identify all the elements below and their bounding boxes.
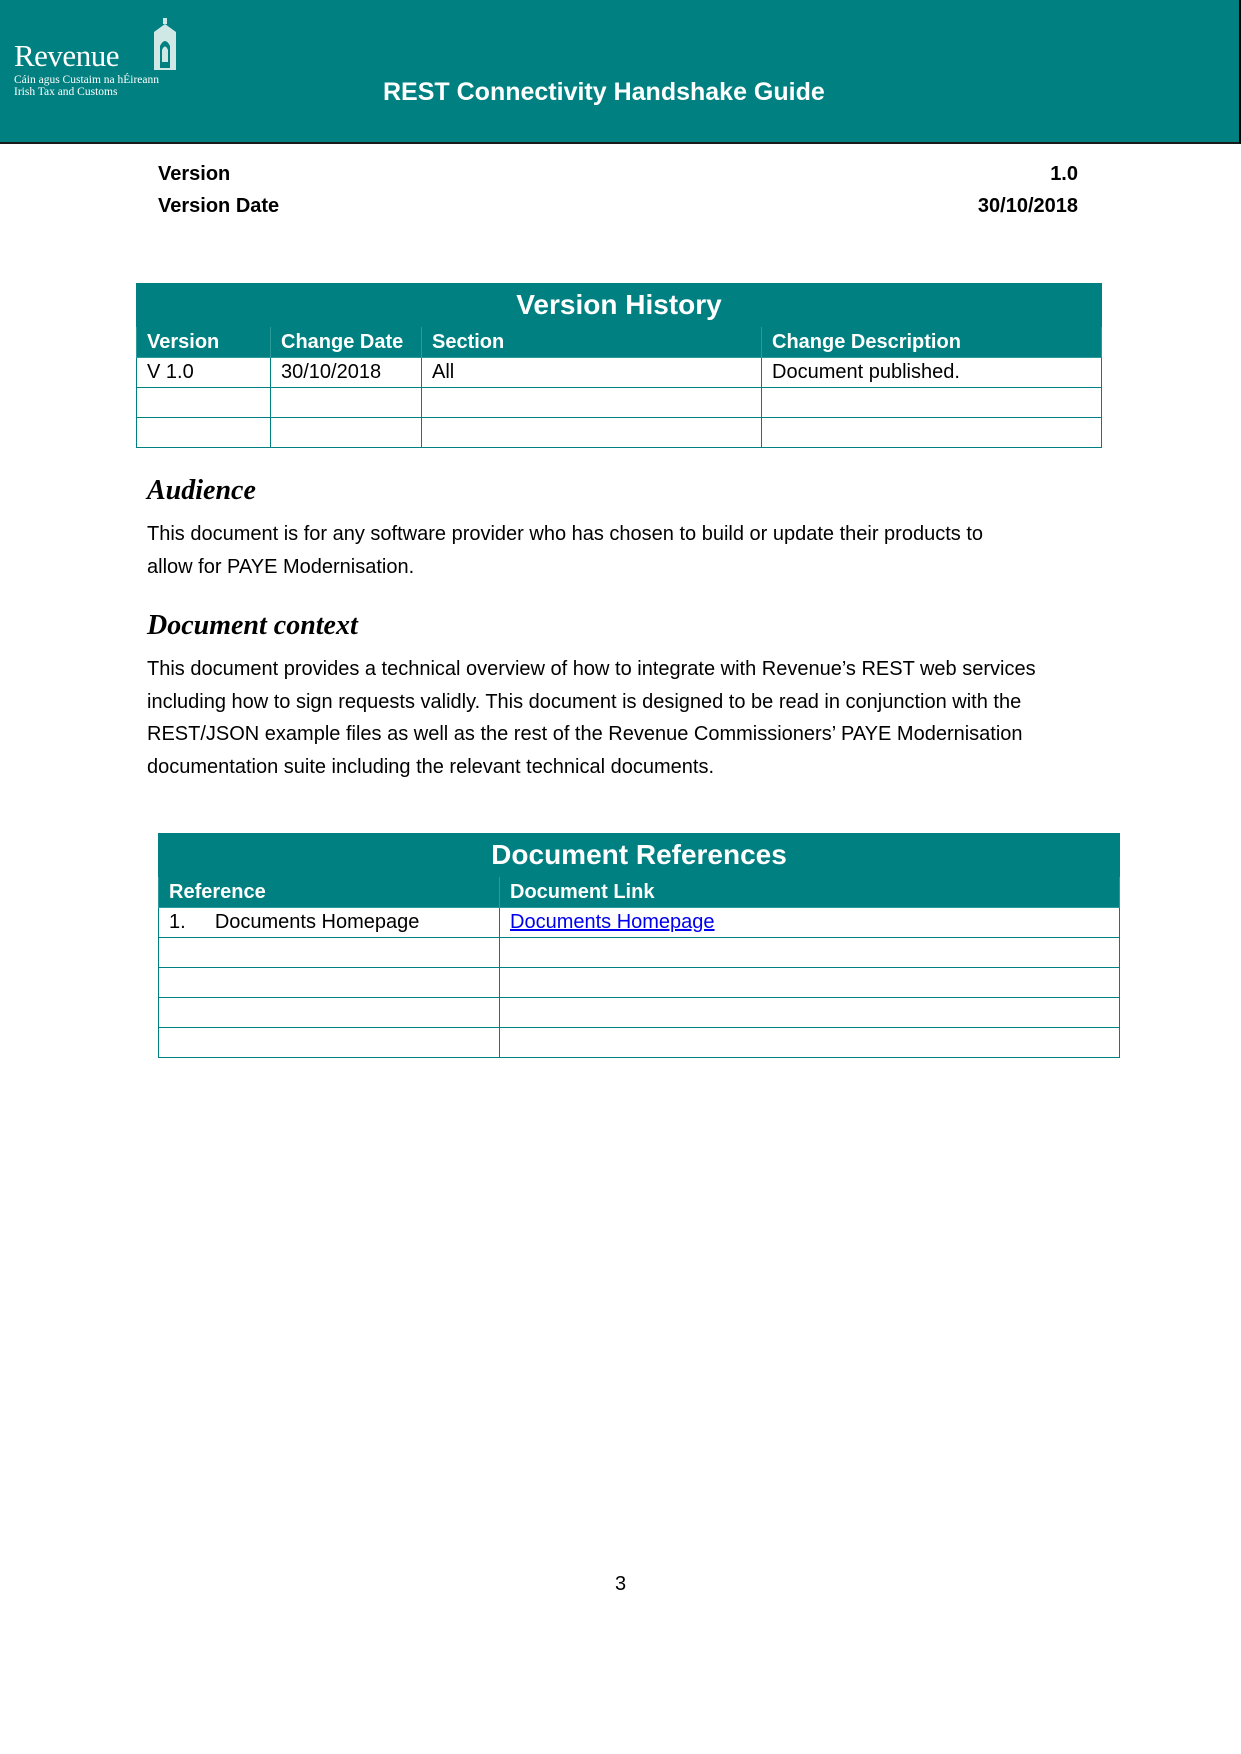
column-header: Document Link <box>500 877 1120 908</box>
references-header-row <box>159 877 1120 908</box>
version-history-caption: Version History <box>137 284 1102 327</box>
logo-subtitle <box>14 74 159 98</box>
table-cell <box>500 938 1120 968</box>
page-number: 3 <box>614 1573 627 1595</box>
column-header: Version <box>137 327 271 358</box>
reference-number: 1. <box>169 911 186 933</box>
table-row <box>137 358 1102 388</box>
document-references-table <box>158 833 1120 1058</box>
documents-homepage-link[interactable]: Documents Homepage <box>510 911 715 933</box>
revenue-logo <box>14 16 184 106</box>
version-date-value: 30/10/2018 <box>977 195 1078 217</box>
paragraph-line: This document is for any software provider who has chosen to build or update their products to <box>147 523 984 545</box>
audience-heading: Audience <box>147 475 256 506</box>
table-row <box>159 908 1120 938</box>
table-cell: V 1.0 <box>137 358 271 388</box>
paragraph-line: documentation suite including the relevant technical documents. <box>147 755 715 778</box>
table-cell <box>159 908 500 938</box>
table-cell <box>422 388 762 418</box>
table-cell <box>271 388 422 418</box>
document-references-caption: Document References <box>159 834 1120 877</box>
table-cell <box>422 418 762 448</box>
table-cell: Document published. <box>762 358 1102 388</box>
version-value: 1.0 <box>1050 163 1078 185</box>
version-history-header-row <box>137 327 1102 358</box>
version-date-label: Version Date <box>158 195 280 217</box>
table-row-empty <box>159 968 1120 998</box>
logo-wordmark: Revenue <box>14 38 119 73</box>
table-cell <box>159 998 500 1028</box>
version-history-table <box>136 283 1102 448</box>
table-cell <box>137 388 271 418</box>
logo-subtitle-irish: Cáin agus Custaim na hÉireann <box>14 74 159 86</box>
table-cell <box>500 908 1120 938</box>
table-cell <box>159 968 500 998</box>
table-row-empty <box>159 1028 1120 1058</box>
paragraph-line: REST/JSON example files as well as the rest of the Revenue Commissioners’ PAYE Modernisation <box>147 723 1023 745</box>
document-title: REST Connectivity Handshake Guide <box>383 78 825 106</box>
table-cell <box>500 1028 1120 1058</box>
table-cell <box>762 388 1102 418</box>
table-cell <box>159 1028 500 1058</box>
table-cell: All <box>422 358 762 388</box>
table-row-empty <box>159 938 1120 968</box>
table-cell <box>159 938 500 968</box>
column-header: Change Date <box>271 327 422 358</box>
table-cell <box>500 998 1120 1028</box>
column-header: Change Description <box>762 327 1102 358</box>
audience-paragraph <box>147 518 1097 583</box>
paragraph-line: including how to sign requests validly. This document is designed to be read in conjunction with the <box>147 690 1022 713</box>
page-header <box>0 0 1241 144</box>
document-context-paragraph <box>147 653 1097 783</box>
paragraph-line: This document provides a technical overview of how to integrate with Revenue’s REST web services <box>147 658 1036 680</box>
version-label: Version <box>158 163 231 185</box>
table-row-empty <box>159 998 1120 1028</box>
table-cell <box>762 418 1102 448</box>
paragraph-line: allow for PAYE Modernisation. <box>147 555 415 578</box>
table-cell <box>500 968 1120 998</box>
reference-name: Documents Homepage <box>214 911 420 933</box>
logo-subtitle-english: Irish Tax and Customs <box>14 86 118 98</box>
table-cell <box>271 418 422 448</box>
table-row-empty <box>137 388 1102 418</box>
document-context-heading: Document context <box>147 610 358 641</box>
harp-building-icon <box>150 16 180 72</box>
table-cell: 30/10/2018 <box>271 358 422 388</box>
column-header: Section <box>422 327 762 358</box>
table-row-empty <box>137 418 1102 448</box>
table-cell <box>137 418 271 448</box>
column-header: Reference <box>159 877 500 908</box>
